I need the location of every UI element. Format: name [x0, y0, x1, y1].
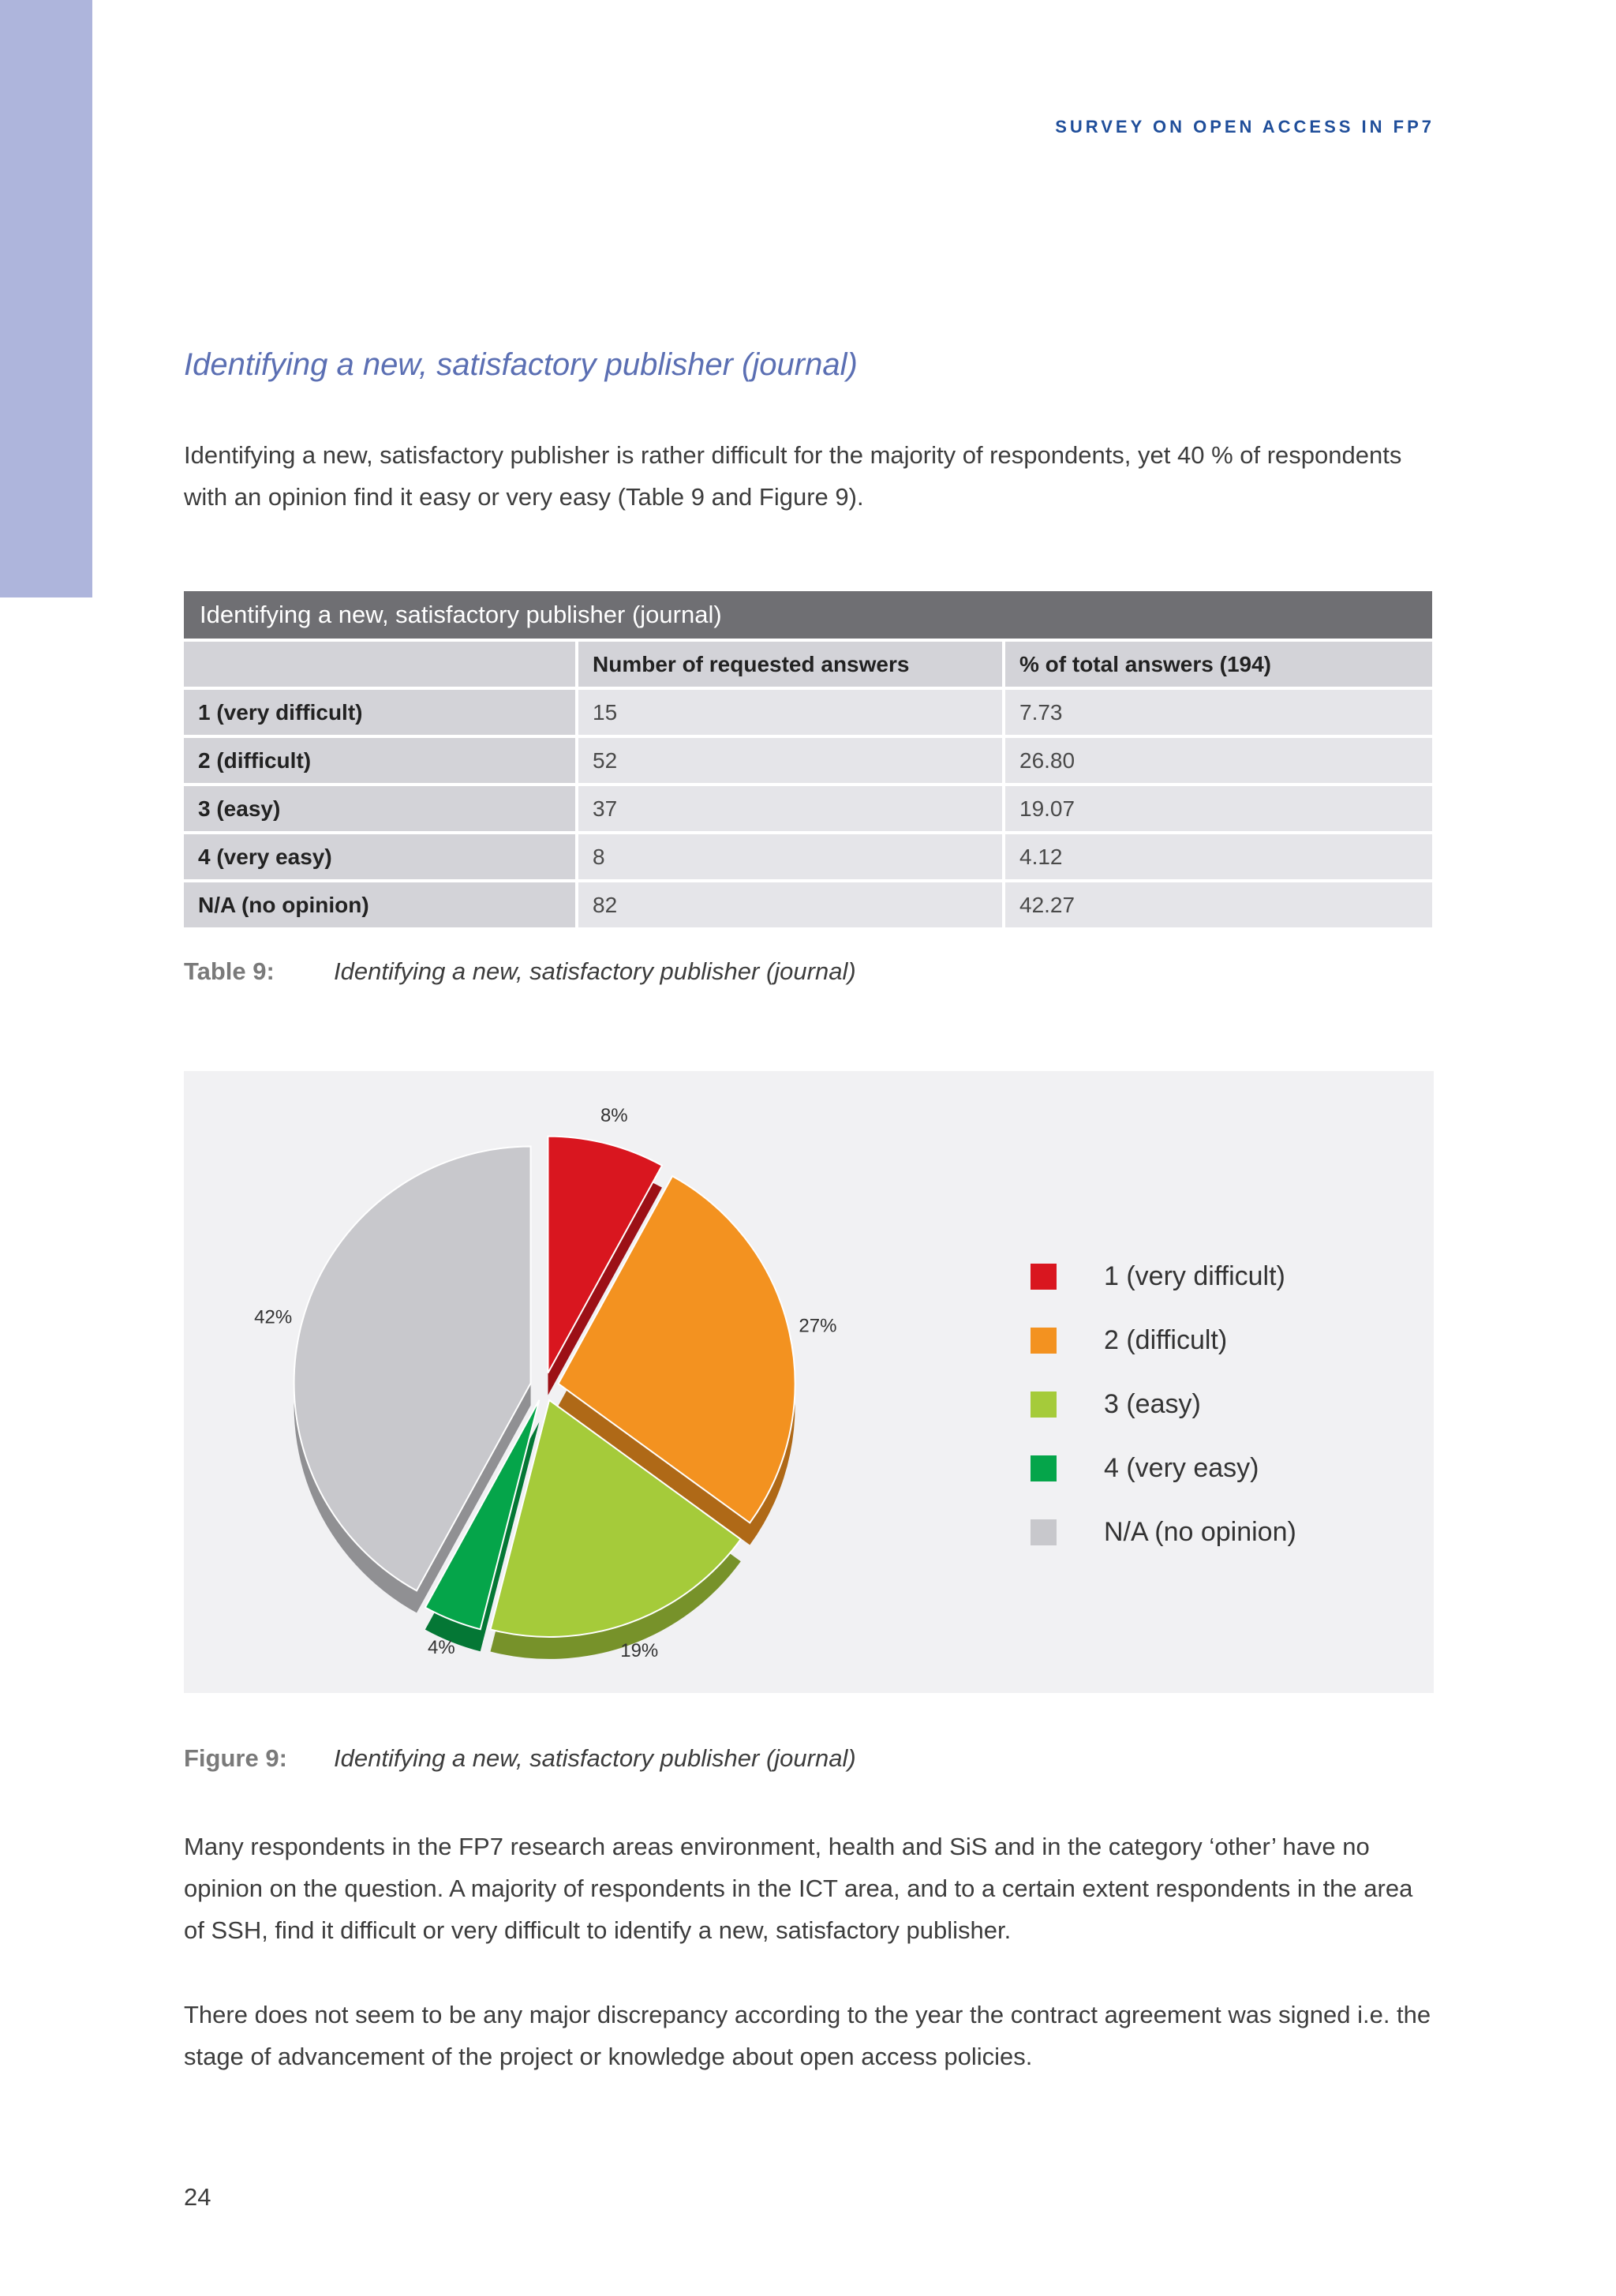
count-cell: 52: [578, 738, 1002, 783]
body-paragraph: Many respondents in the FP7 research areas environment, health and SiS and in the category ‘other’ have no opinion on the question. A majority of respondents in the ICT area, and to a certain extent respondents in the area of SSH, find it difficult or very difficult to identify a new, satisfactory publisher.: [184, 1833, 1413, 1944]
legend-item: [1031, 1309, 1296, 1373]
intro-paragraph: Identifying a new, satisfactory publisher is rather difficult for the majority of respondents, yet 40 % of respondents with an opinion find it easy or very easy (Table 9 and Figure 9).: [184, 441, 1402, 511]
chart-legend: [1031, 1245, 1296, 1564]
table-row: [184, 834, 1432, 879]
legend-label: 1 (very difficult): [1104, 1261, 1285, 1291]
body-paragraph: There does not seem to be any major discrepancy according to the year the contract agreement was signed i.e. the stage of advancement of the project or knowledge about open access policies.: [184, 2001, 1431, 2070]
table-header-cell: % of total answers (194): [1005, 642, 1432, 687]
pie-data-label: 42%: [254, 1306, 293, 1328]
table-row: [184, 786, 1432, 831]
table-title: Identifying a new, satisfactory publisher (journal): [184, 591, 1432, 639]
percent-cell: 7.73: [1005, 690, 1432, 735]
row-label: 3 (easy): [184, 786, 575, 831]
legend-item: [1031, 1373, 1296, 1436]
legend-item: [1031, 1500, 1296, 1564]
legend-label: 3 (easy): [1104, 1389, 1201, 1419]
pie-data-label: 19%: [620, 1640, 659, 1662]
row-label: 4 (very easy): [184, 834, 575, 879]
table-row: [184, 738, 1432, 783]
percent-cell: 26.80: [1005, 738, 1432, 783]
pie-data-label: 27%: [799, 1315, 837, 1337]
running-head: SURVEY ON OPEN ACCESS IN FP7: [1055, 117, 1435, 137]
legend-item: [1031, 1245, 1296, 1309]
row-label: N/A (no opinion): [184, 882, 575, 927]
legend-swatch: [1031, 1328, 1057, 1354]
legend-swatch: [1031, 1264, 1057, 1290]
table-header-row: [184, 642, 1432, 687]
page-number: 24: [184, 2183, 211, 2211]
legend-label: 4 (very easy): [1104, 1453, 1259, 1483]
table-caption-label: Table 9:: [184, 957, 275, 985]
legend-swatch: [1031, 1391, 1057, 1418]
table-header-cell: Number of requested answers: [578, 642, 1002, 687]
legend-swatch: [1031, 1455, 1057, 1481]
table-caption-text: Identifying a new, satisfactory publisher (journal): [334, 957, 856, 985]
pie-data-label: 8%: [600, 1105, 628, 1127]
figure-caption-label: Figure 9:: [184, 1744, 287, 1772]
row-label: 2 (difficult): [184, 738, 575, 783]
figure-caption: [184, 1744, 856, 1773]
count-cell: 8: [578, 834, 1002, 879]
figure-panel: [184, 1071, 1434, 1693]
percent-cell: 42.27: [1005, 882, 1432, 927]
percent-cell: 4.12: [1005, 834, 1432, 879]
legend-item: [1031, 1436, 1296, 1500]
data-table: [184, 591, 1432, 927]
figure-caption-text: Identifying a new, satisfactory publisher (journal): [334, 1744, 856, 1772]
pie-data-label: 4%: [427, 1637, 455, 1659]
table-row: [184, 882, 1432, 927]
section-title: Identifying a new, satisfactory publisher (journal): [184, 347, 858, 382]
table-header-cell: [184, 642, 575, 687]
percent-cell: 19.07: [1005, 786, 1432, 831]
legend-swatch: [1031, 1519, 1057, 1545]
legend-label: N/A (no opinion): [1104, 1517, 1296, 1547]
row-label: 1 (very difficult): [184, 690, 575, 735]
table-caption: [184, 957, 856, 986]
table-row: [184, 690, 1432, 735]
legend-label: 2 (difficult): [1104, 1325, 1228, 1355]
side-accent-bar: [0, 0, 92, 597]
count-cell: 37: [578, 786, 1002, 831]
count-cell: 15: [578, 690, 1002, 735]
count-cell: 82: [578, 882, 1002, 927]
